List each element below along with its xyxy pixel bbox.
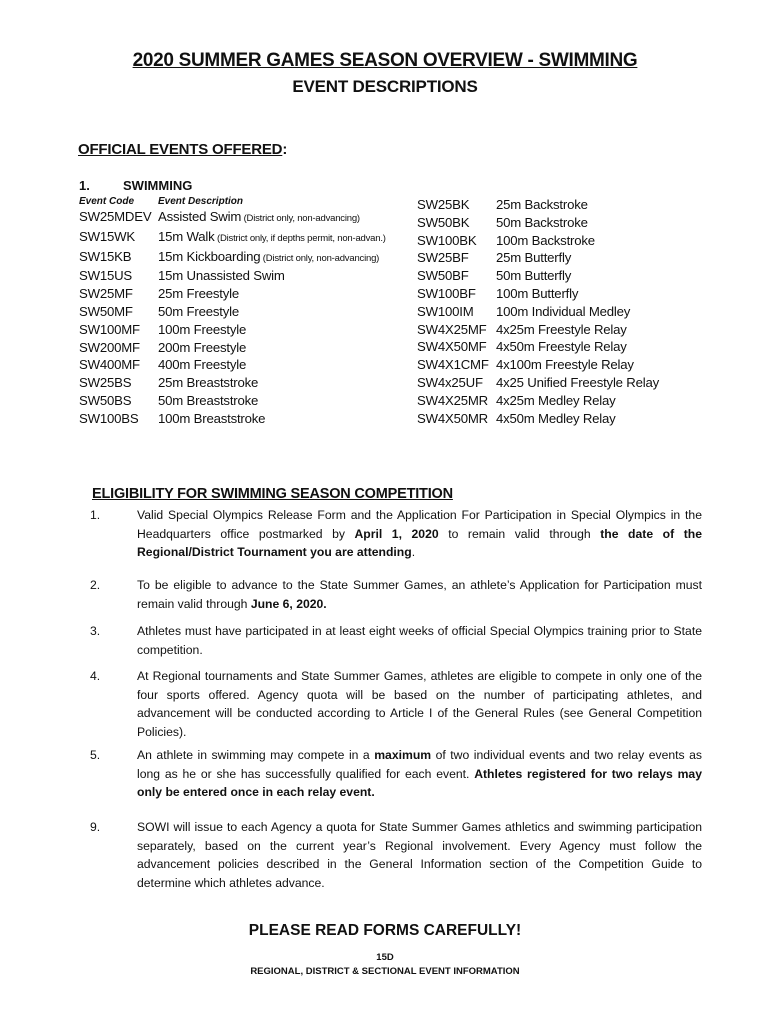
event-row [79,374,386,392]
event-code: SW4X25MR [417,392,488,408]
event-row [79,303,386,321]
event-description: 50m Freestyle [158,303,239,319]
sport-number: 1. [79,178,90,193]
item-text [137,506,702,562]
item-text-run: Athletes must have participated in at least eight weeks of official Special Olympics training prior to State competition. [137,624,702,657]
event-description: 15m Walk [158,228,215,244]
item-text-run: . [411,545,416,559]
event-code: SW100BF [417,285,476,301]
event-row [79,285,386,303]
event-row [417,196,659,214]
item-text-run: of two individual events and two relay events as long as he or she has successfully qualified for each event. [137,748,702,781]
event-description: 4x50m Medley Relay [496,410,616,426]
read-forms-notice: PLEASE READ FORMS CAREFULLY! [248,922,522,939]
event-row [417,338,659,356]
event-description: 100m Freestyle [158,321,247,337]
event-description: 25m Backstroke [496,197,588,212]
official-events-heading [78,141,287,158]
event-description: 4x100m Freestyle Relay [496,357,634,373]
event-code: SW100MF [79,321,140,337]
item-number: 5. [90,748,101,762]
event-description: 4x25m Freestyle Relay [496,321,627,337]
event-description: 4x50m Freestyle Relay [496,339,627,355]
event-code: SW4X50MF [417,339,487,355]
event-code: SW25BS [79,375,132,391]
event-code: SW100BK [417,232,477,248]
event-code-header: Event Code [79,196,135,207]
event-row [79,339,386,357]
event-list-left [79,208,386,428]
event-description: 15m Kickboarding [158,248,261,264]
event-column-headers [79,196,243,207]
event-row [417,232,659,250]
event-code: SW25BF [417,250,469,266]
event-code: SW4X50MR [417,410,488,426]
event-row [417,285,659,303]
event-row [417,321,659,339]
eligibility-item [90,746,702,802]
item-text [137,746,702,802]
item-text [137,576,702,613]
event-description: 400m Freestyle [158,357,247,373]
event-description: 50m Backstroke [496,214,588,230]
item-number: 9. [90,820,101,834]
event-code: SW25BK [417,197,470,212]
item-text-run: An athlete in swimming may compete in a [137,748,375,762]
page-number: 15D [376,952,394,963]
item-text [137,622,702,659]
eligibility-item [90,506,702,562]
page-subtitle: EVENT DESCRIPTIONS [292,77,478,96]
event-row [79,228,386,248]
event-list-right [417,196,659,427]
event-row [79,410,386,428]
event-code: SW50BK [417,214,470,230]
event-description: 100m Breaststroke [158,410,266,426]
event-code: SW25MDEV [79,209,152,224]
event-note: (District only, non-advancing) [260,252,380,264]
item-text-run: Valid Special Olympics Release Form and the Application For Participation in Special Olympics in the Headquarters office postmarked by [137,508,702,541]
event-code: SW4X1CMF [417,357,489,373]
eligibility-item [90,667,702,741]
event-row [417,356,659,374]
item-number: 4. [90,669,101,683]
item-text [137,667,702,741]
sport-heading [79,178,192,193]
event-description: 4x25 Unified Freestyle Relay [496,374,659,390]
official-events-heading-colon: : [282,141,288,158]
event-row [79,208,386,228]
event-description: Assisted Swim [158,209,242,224]
event-code: SW200MF [79,339,140,355]
item-text-bold: the date of the Regional/District Tournament you are attending [137,526,702,559]
event-code: SW15US [79,268,133,284]
event-row [417,249,659,267]
eligibility-item [90,622,702,659]
event-code: SW50BS [79,392,132,408]
eligibility-item [90,576,702,613]
event-description: 25m Freestyle [158,286,239,302]
event-row [417,410,659,428]
item-text-run: To be eligible to advance to the State Summer Games, an athlete’s Application for Participation must remain valid through [137,578,702,611]
event-row [79,356,386,374]
event-description-header: Event Description [158,196,244,207]
event-row [417,374,659,392]
item-text-run: SOWI will issue to each Agency a quota for State Summer Games athletics and swimming participation separately, based on the current year’s Regional involvement. Every Agency must follow the advancement policies described in the General Information section of the Competition Guide to determine which athletes advance. [137,820,702,890]
event-code: SW50BF [417,268,469,284]
event-row [417,392,659,410]
official-events-heading-text: OFFICIAL EVENTS OFFERED [78,141,283,158]
event-code: SW25MF [79,286,133,302]
event-description: 15m Unassisted Swim [158,268,285,284]
item-text-bold: maximum [374,748,432,762]
item-text-run: to remain valid through [438,526,601,541]
event-code: SW4X25MF [417,321,487,337]
item-text-bold: April 1, 2020 [354,526,439,541]
event-description: 25m Butterfly [496,250,572,266]
event-code: SW4x25UF [417,374,483,390]
event-code: SW50MF [79,303,133,319]
event-row [79,392,386,410]
item-number: 1. [90,508,101,522]
event-row [417,267,659,285]
event-description: 200m Freestyle [158,339,247,355]
event-code: SW100BS [79,410,139,426]
event-code: SW100IM [417,303,474,319]
event-description: 50m Butterfly [496,268,572,284]
eligibility-item [90,818,702,892]
page-title: 2020 SUMMER GAMES SEASON OVERVIEW - SWIMMING [132,50,638,71]
event-row [417,214,659,232]
item-number: 2. [90,578,101,592]
event-code: SW15WK [79,228,135,244]
eligibility-heading: ELIGIBILITY FOR SWIMMING SEASON COMPETITION [92,486,453,502]
event-code: SW400MF [79,357,140,373]
sport-name: SWIMMING [123,178,193,193]
event-description: 4x25m Medley Relay [496,392,616,408]
event-code: SW15KB [79,248,132,264]
item-text-bold: June 6, 2020. [250,596,327,611]
event-description: 100m Backstroke [496,232,595,248]
event-note: (District only, if depths permit, non-advan.) [214,232,386,244]
event-row [79,321,386,339]
item-text [137,818,702,892]
item-text-bold: Athletes registered for two relays may only be entered once in each relay event. [137,766,702,799]
section-footer: REGIONAL, DISTRICT & SECTIONAL EVENT INFORMATION [250,966,520,977]
item-text-run: At Regional tournaments and State Summer Games, athletes are eligible to compete in only one of the four sports offered. Agency quota will be based on the number of participating athletes, and advancement will be conducted according to Article I of the General Rules (see General Competition Policies). [137,669,702,739]
event-description: 100m Butterfly [496,285,579,301]
event-row [79,248,386,268]
event-note: (District only, non-advancing) [241,213,360,224]
event-row [417,303,659,321]
event-row [79,267,386,285]
item-number: 3. [90,624,101,638]
event-description: 50m Breaststroke [158,392,259,408]
event-description: 100m Individual Medley [496,303,631,319]
event-description: 25m Breaststroke [158,375,259,391]
